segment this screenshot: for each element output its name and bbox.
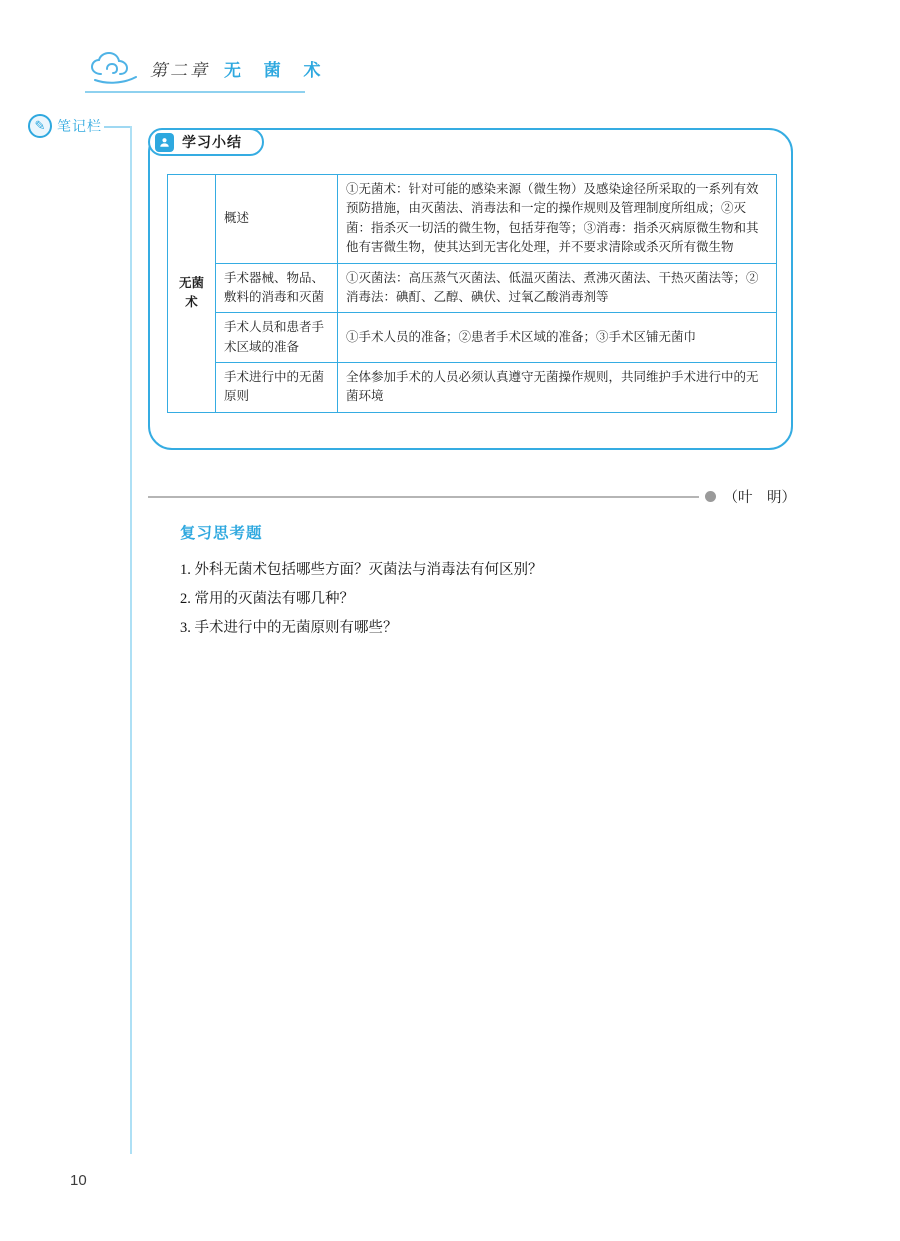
- table-row: [168, 313, 777, 363]
- review-question: 1. 外科无菌术包括哪些方面？灭菌法与消毒法有何区别？: [180, 562, 543, 578]
- table-row-content: 全体参加手术的人员必须认真遵守无菌操作规则，共同维护手术进行中的无菌环境: [338, 363, 777, 413]
- table-row-label: 手术人员和患者手术区域的准备: [216, 313, 338, 363]
- table-row-label: 概述: [216, 175, 338, 264]
- table-row: [168, 263, 777, 313]
- chapter-header: [86, 48, 329, 88]
- table-row-content: ①手术人员的准备；②患者手术区域的准备；③手术区铺无菌巾: [338, 313, 777, 363]
- author-name: （叶 明）: [723, 490, 796, 506]
- table-row: [168, 363, 777, 413]
- header-underline: [85, 91, 305, 93]
- review-question: 3. 手术进行中的无菌原则有哪些？: [180, 620, 398, 636]
- page-number: 10: [70, 1172, 87, 1189]
- notes-label: 笔记栏: [57, 118, 102, 134]
- chapter-title: 无 菌 术: [224, 60, 330, 80]
- notes-connector-line: [104, 126, 130, 128]
- study-summary-tab: [148, 128, 264, 156]
- notes-vertical-rule: [130, 126, 132, 1154]
- reader-icon: [155, 133, 174, 152]
- summary-table: [167, 174, 777, 413]
- notes-column-label: [28, 114, 102, 138]
- table-row-label: 手术器械、物品、敷料的消毒和灭菌: [216, 263, 338, 313]
- table-row-content: ①无菌术：针对可能的感染来源（微生物）及感染途径所采取的一系列有效预防措施，由灭菌法、消毒法和一定的操作规则及管理制度所组成；②灭菌：指杀灭一切活的微生物，包括芽孢等；③消毒：指杀灭病原微生物和其他有害微生物，使其达到无害化处理，并不要求清除或杀灭所有微生物: [338, 175, 777, 264]
- study-summary-title: 学习小结: [182, 134, 242, 150]
- study-summary-box: [148, 128, 793, 450]
- review-question: 2. 常用的灭菌法有哪几种？: [180, 591, 354, 607]
- review-questions: [180, 556, 740, 643]
- pencil-glyph: ✎: [34, 118, 46, 133]
- table-row-content: ①灭菌法：高压蒸气灭菌法、低温灭菌法、煮沸灭菌法、干热灭菌法等；②消毒法：碘酊、乙醇、碘伏、过氧乙酸消毒剂等: [338, 263, 777, 313]
- divider-dot: [705, 491, 716, 502]
- pencil-icon: [28, 114, 52, 138]
- author-divider: [148, 486, 796, 507]
- cloud-icon: [86, 48, 144, 88]
- table-row: [168, 175, 777, 264]
- table-root-cell: 无菌术: [168, 175, 216, 413]
- review-heading: 复习思考题: [180, 525, 263, 542]
- divider-line: [148, 496, 699, 498]
- table-row-label: 手术进行中的无菌原则: [216, 363, 338, 413]
- chapter-number: 第二章: [150, 60, 210, 80]
